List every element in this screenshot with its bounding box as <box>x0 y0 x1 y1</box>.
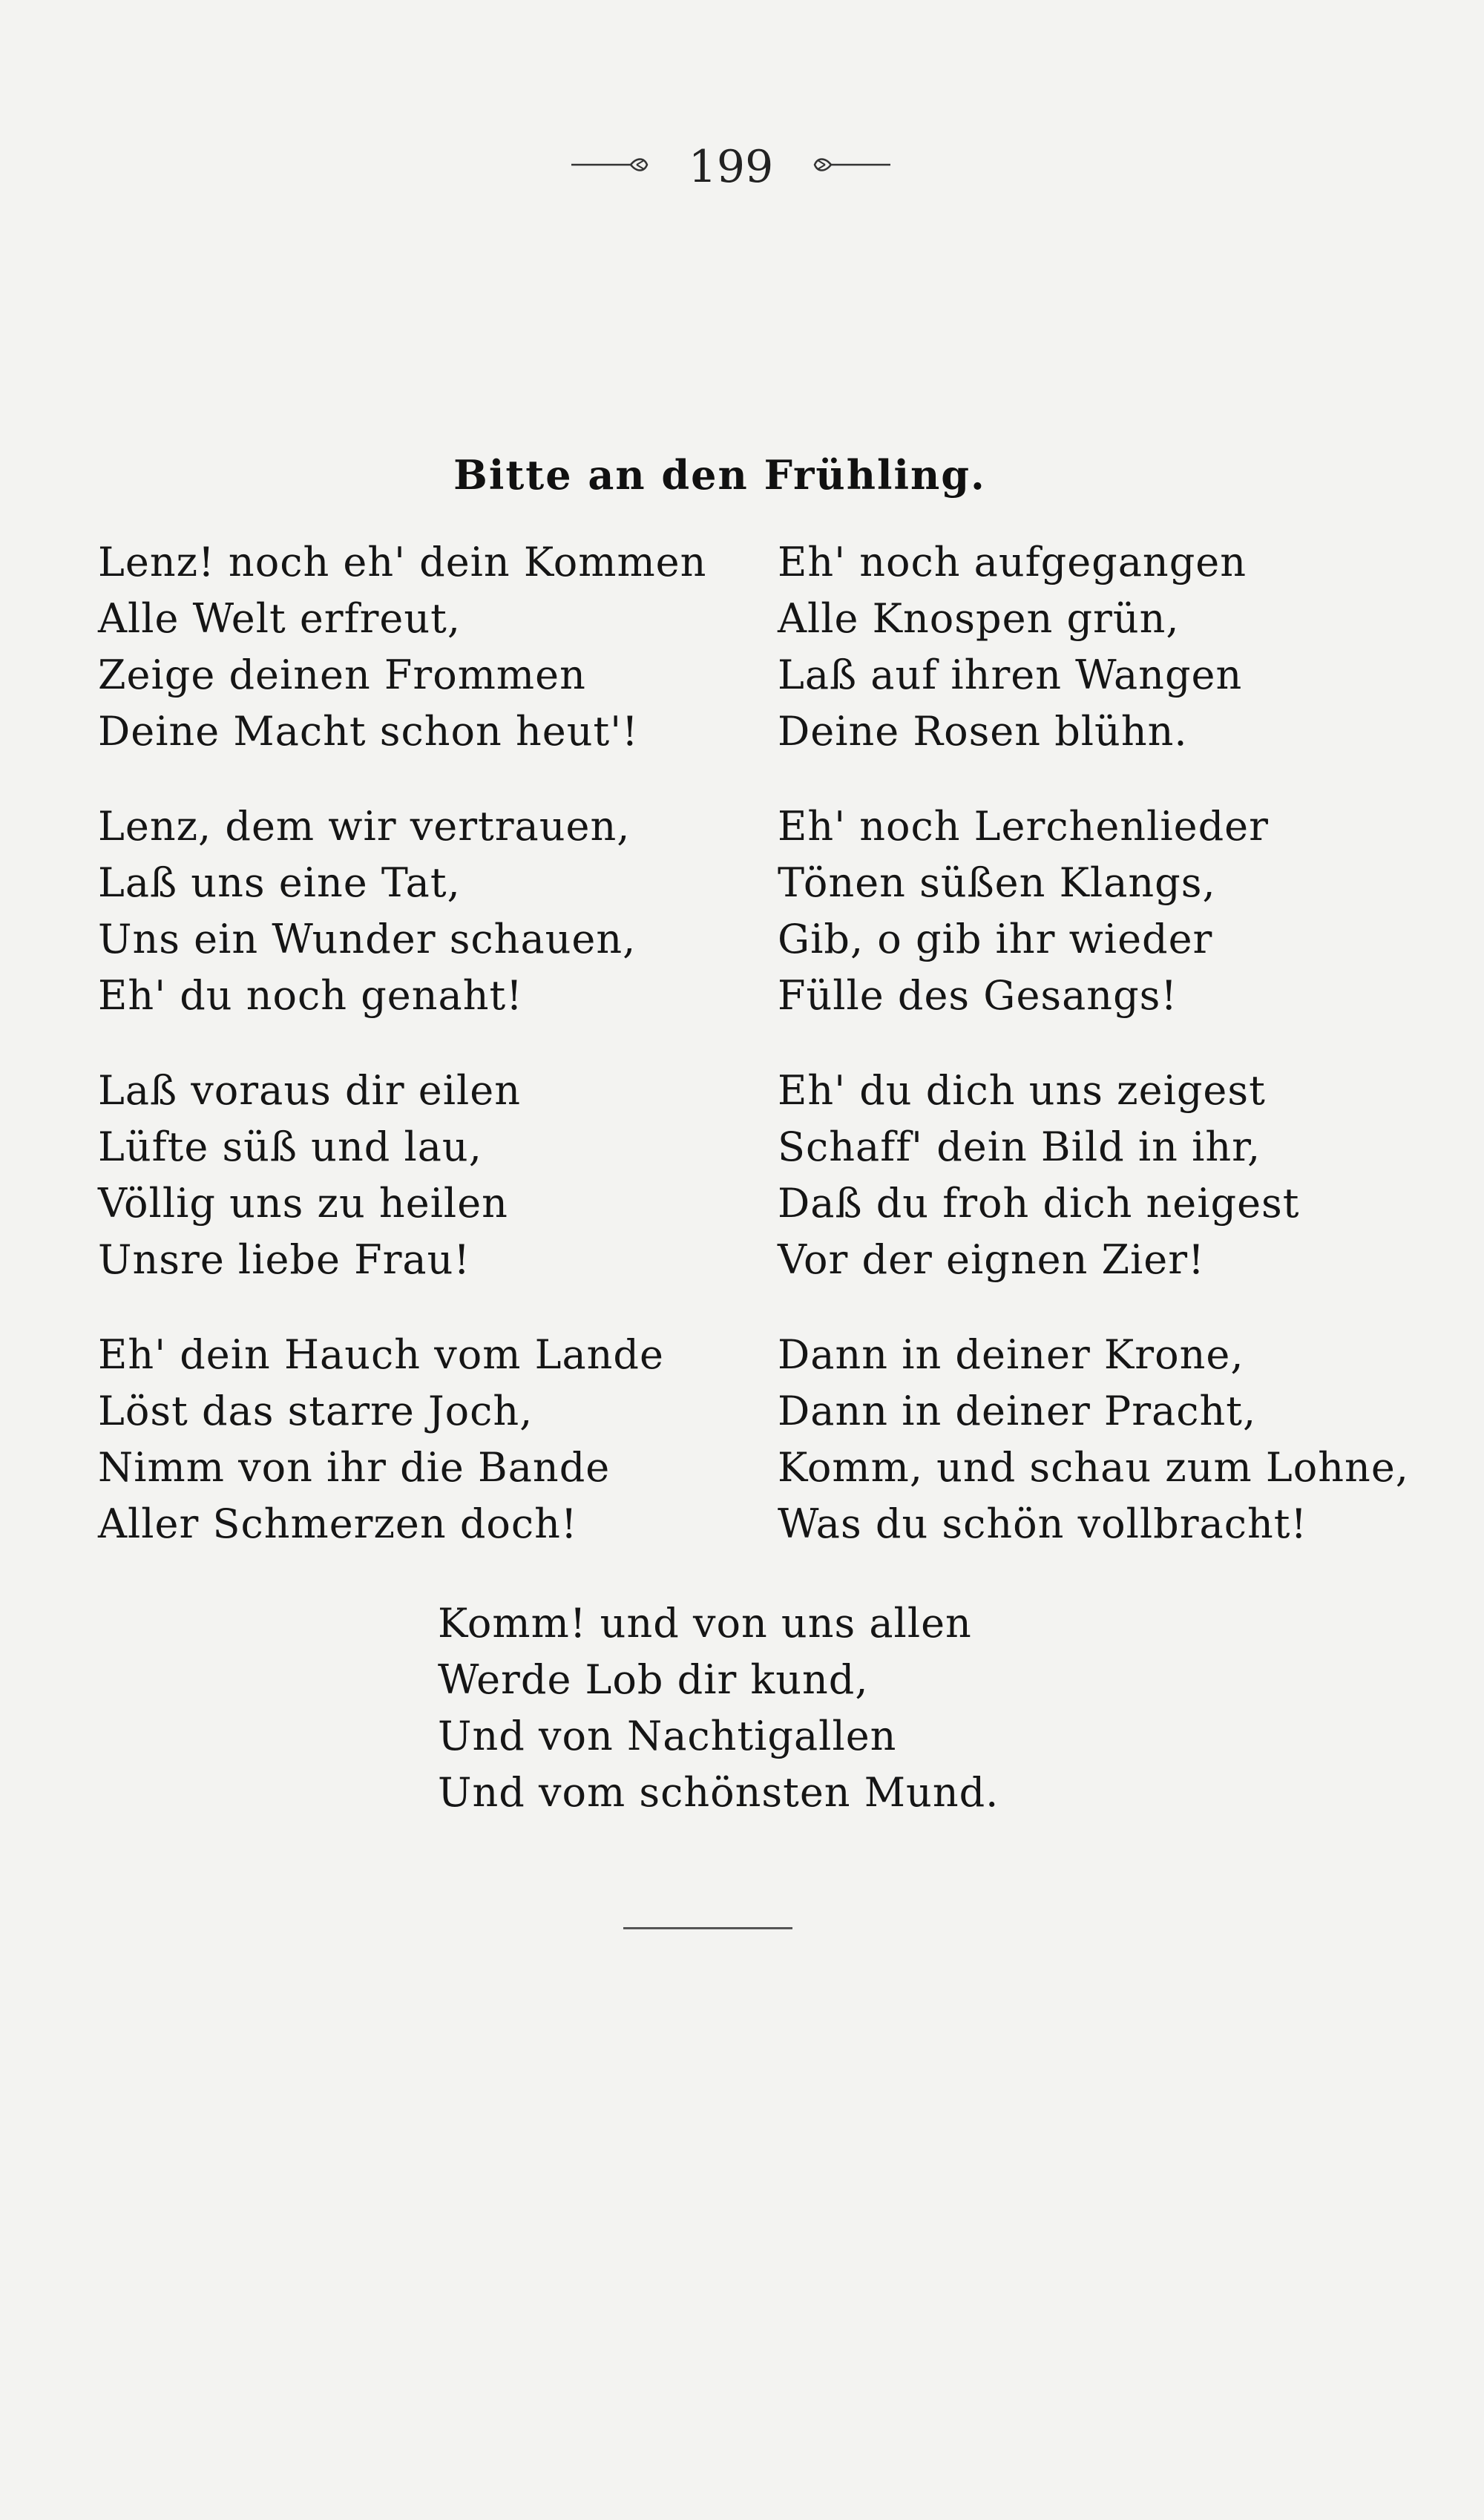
verse-line: Unsre liebe Frau! <box>98 1236 471 1283</box>
poem-title: Bitte an den Frühling. <box>453 451 986 499</box>
verse-line: Zeige deinen Frommen <box>98 652 586 698</box>
verse-line: Eh' du noch genaht! <box>98 972 523 1019</box>
verse-line: Aller Schmerzen doch! <box>98 1500 578 1547</box>
stanza <box>98 1063 751 1288</box>
verse-line: Lüfte süß und lau, <box>98 1123 482 1170</box>
verse-line: Fülle des Gesangs! <box>778 972 1178 1019</box>
final-stanza <box>438 1595 1106 1821</box>
stanza <box>778 1327 1431 1552</box>
stanza <box>98 1327 751 1552</box>
verse-line: Und vom schönsten Mund. <box>438 1769 999 1816</box>
verse-line: Schaff' dein Bild in ihr, <box>778 1123 1261 1170</box>
verse-line: Alle Knospen grün, <box>778 595 1180 642</box>
verse-line: Werde Lob dir kund, <box>438 1656 869 1703</box>
page-number: 199 <box>688 141 774 193</box>
verse-line: Eh' du dich uns zeigest <box>778 1067 1266 1114</box>
verse-line: Und von Nachtigallen <box>438 1713 897 1759</box>
verse-line: Deine Macht schon heut'! <box>98 708 639 755</box>
verse-line: Laß voraus dir eilen <box>98 1067 522 1114</box>
page-header <box>0 126 1484 208</box>
stanza <box>778 534 1431 760</box>
stanza <box>778 1063 1431 1288</box>
verse-line: Dann in deiner Pracht, <box>778 1388 1257 1434</box>
stanza <box>98 798 751 1024</box>
verse-line: Komm, und schau zum Lohne, <box>778 1444 1409 1491</box>
verse-line: Nimm von ihr die Bande <box>98 1444 611 1491</box>
poem-right-column <box>778 534 1431 1591</box>
end-divider-rule <box>623 1927 792 1929</box>
verse-line: Laß auf ihren Wangen <box>778 652 1243 698</box>
ornament-flourish-left <box>570 150 651 180</box>
stanza <box>98 534 751 760</box>
verse-line: Vor der eignen Zier! <box>778 1236 1205 1283</box>
verse-line: Uns ein Wunder schauen, <box>98 916 637 962</box>
verse-line: Völlig uns zu heilen <box>98 1180 508 1227</box>
verse-line: Dann in deiner Krone, <box>778 1331 1244 1378</box>
verse-line: Eh' noch Lerchenlieder <box>778 803 1269 850</box>
verse-line: Deine Rosen blühn. <box>778 708 1188 755</box>
verse-line: Komm! und von uns allen <box>438 1600 972 1647</box>
verse-line: Eh' dein Hauch vom Lande <box>98 1331 664 1378</box>
verse-line: Gib, o gib ihr wieder <box>778 916 1213 962</box>
verse-line: Laß uns eine Tat, <box>98 859 461 906</box>
verse-line: Lenz, dem wir vertrauen, <box>98 803 631 850</box>
stanza <box>778 798 1431 1024</box>
verse-line: Alle Welt erfreut, <box>98 595 462 642</box>
verse-line: Daß du froh dich neigest <box>778 1180 1300 1227</box>
verse-line: Tönen süßen Klangs, <box>778 859 1216 906</box>
verse-line: Eh' noch aufgegangen <box>778 539 1247 585</box>
poem-left-column <box>98 534 751 1591</box>
ornament-flourish-right <box>810 150 892 180</box>
verse-line: Was du schön vollbracht! <box>778 1500 1308 1547</box>
verse-line: Löst das starre Joch, <box>98 1388 533 1434</box>
verse-line: Lenz! noch eh' dein Kommen <box>98 539 707 585</box>
